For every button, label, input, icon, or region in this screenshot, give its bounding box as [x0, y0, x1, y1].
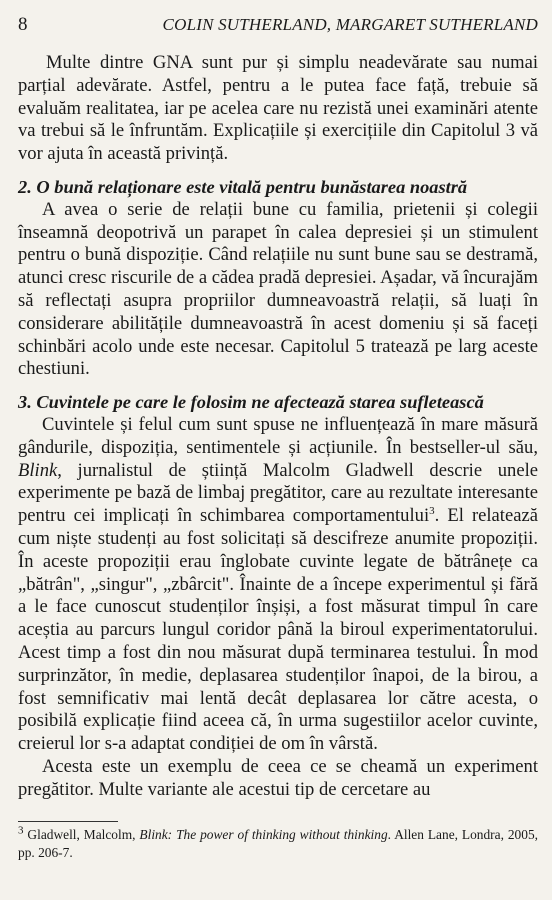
footnote-text: . Allen Lane, Londra, 2005, pp. 206-7.: [18, 827, 538, 860]
paragraph-text: , jurnalistul de știință Malcolm Gladwell descrie unele experimente pe bază de limbaj pregătitor, care au rezultate interesante pentru cei implicați în schimbarea comportamentului: [18, 459, 538, 527]
section-2-paragraph: A avea o serie de relații bune cu familia, prietenii și colegii înseamnă deopotrivă un parapet în calea depresiei și un stimulent pentru o bună dispoziție. Când relațiile nu sunt bune sau se destramă, atunci cresc riscurile de a cădea pradă depresiei. Așadar, vă încurajăm să reflectați asupra propriilor dumneavoastră relații, să luați în considerare abilitățile dumneavoastră în acest domeniu și să faceți schinbări acolo unde este necesar. Capitolul 5 tratează pe larg aceste chestiuni.: [18, 198, 538, 380]
footnote: [18, 826, 538, 862]
footnote-text: Gladwell, Malcolm,: [23, 827, 140, 842]
section-heading-3: 3. Cuvintele pe care le folosim ne afectează starea sufletească: [18, 392, 484, 413]
footnote-reference[interactable]: 3: [429, 504, 435, 517]
section-heading-2: 2. O bună relaționare este vitală pentru bunăstarea noastră: [18, 176, 468, 197]
paragraph-text: . El relatează cum niște studenți au fost solicitați să descifreze anumite propoziții. În aceste propoziții erau înglobate cuvinte legate de bătrânețe ca „bătrân", „singur", „zbârcit". Înainte de a începe experimentul și fără a le face cunoscut studenților înșiși, a fost măsurat timpul în care aceștia au parcurs lungul coridor până la biroul experimentatorului. Acest timp a fost din nou măsurat după terminarea testului. În mod surprinzător, în medie, deplasarea studenților înapoi, de la birou, a fost semnificativ mai lentă decât deplasarea lor către acesta, o posibilă explicație fiind aceea că, în urma sugestiilor acelor cuvinte, creierul lor s-a adaptat condiției de om în vârstă.: [18, 505, 538, 755]
footnote-book-title: Blink: The power of thinking without thinking: [139, 827, 388, 842]
page-number: 8: [18, 14, 28, 35]
footnote-divider: [18, 821, 118, 822]
page-body: [18, 52, 538, 802]
section-3-paragraph-2: Acesta este un exemplu de ceea ce se cheamă un experiment pregătitor. Multe variante ale acestui tip de cercetare au: [18, 755, 538, 800]
section-3-paragraph-1: [18, 414, 538, 756]
page-header: [10, 14, 542, 38]
paragraph-text: Cuvintele și felul cum sunt spuse ne influențează în mare măsură gândurile, dispoziția, sentimentele și acțiunile. În bestseller-ul său,: [18, 413, 538, 458]
running-head: COLIN SUTHERLAND, MARGARET SUTHERLAND: [162, 15, 538, 34]
intro-paragraph: Multe dintre GNA sunt pur și simplu neadevărate sau numai parțial adevărate. Astfel, pentru a le putea face față, trebuie să evaluăm realitatea, iar pe acelea care nu rezistă unei examinări atente va trebui să le înfruntăm. Explicațiile și exercițiile din Capitolul 3 vă vor ajuta în această privință.: [18, 52, 538, 165]
footnote-marker: 3: [18, 824, 24, 837]
book-title: Blink: [18, 459, 58, 481]
